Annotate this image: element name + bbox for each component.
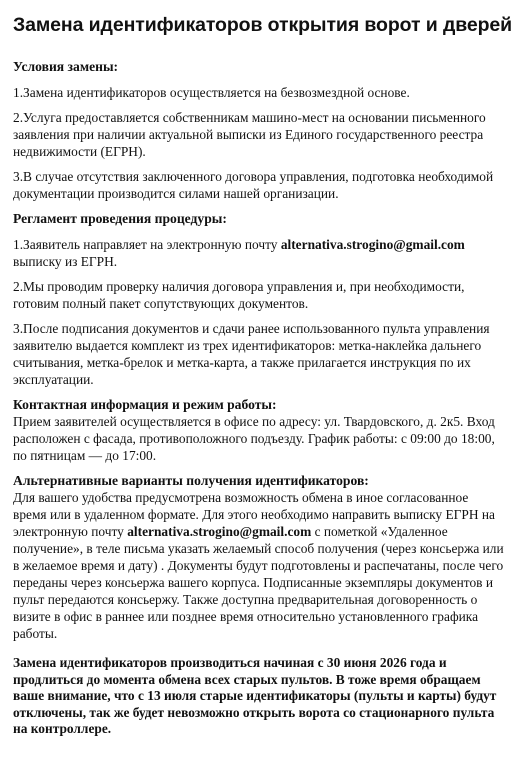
page-title: Замена идентификаторов открытия ворот и дверей — [13, 14, 513, 36]
alternatives-text-end: с пометкой «Удаленное получение», в теле письма указать желаемый способ получения (через консьержа или в желаемое время и дату) . Документы будут подготовлены и распечатаны, после чего переданы через консьержа вашего корпуса. Подписанные экземпляры документов и пульт передаются консьержу. Также доступна предварительная договоренность о визите в офис в раннее или позднее время относительно установленного графика работы. — [13, 524, 504, 641]
email-link[interactable]: alternativa.strogino@gmail.com — [280, 237, 465, 252]
alternatives-section — [13, 472, 504, 642]
conditions-section — [13, 58, 504, 202]
procedure-item-1 — [13, 236, 504, 270]
email-link[interactable]: alternativa.strogino@gmail.com — [127, 524, 312, 539]
final-notice: Замена идентификаторов производиться начиная с 30 июня 2026 года и продлиться до момента обмена всех старых пультов. В тоже время обращаем ваше внимание, что с 13 июля старые идентификаторы (пульты и карты) будут отключены, так же будет невозможно открыть ворота со стационарного пульта на контроллере. — [13, 655, 497, 736]
procedure-section — [13, 210, 504, 388]
procedure-heading: Регламент проведения процедуры: — [13, 211, 227, 226]
procedure-item-1-tail: выписку из ЕГРН. — [13, 254, 118, 269]
procedure-item-3: 3.После подписания документов и сдачи ранее использованного пульта управления заявителю выдается комплект из трех идентификаторов: метка-наклейка дальнего считывания, метка-брелок и метка-карта, а также прилагается инструкция по их эксплуатации. — [13, 321, 490, 387]
alternatives-heading: Альтернативные варианты получения идентификаторов: — [13, 473, 369, 488]
contacts-heading: Контактная информация и режим работы: — [13, 397, 277, 412]
contacts-section — [13, 396, 504, 464]
procedure-item-2: 2.Мы проводим проверку наличия договора управления и, при необходимости, готовим полный пакет сопутствующих документов. — [13, 279, 465, 311]
conditions-item-3: 3.В случае отсутствия заключенного договора управления, подготовка необходимой документации производится силами нашей организации. — [13, 169, 494, 201]
contacts-text: Прием заявителей осуществляется в офисе по адресу: ул. Твардовского, д. 2к5. Вход расположен с фасада, противоположного подъезду. График работы: с 09:00 до 18:00, по пятницам — до 17:00. — [13, 414, 495, 463]
conditions-item-1: 1.Замена идентификаторов осуществляется на безвозмездной основе. — [13, 85, 410, 100]
alternatives-text-start: Для вашего удобства предусмотрена возможность обмена в иное согласованное время или в удаленном формате. Для этого необходимо направить выписку ЕГРН на электронную почту — [13, 490, 495, 539]
procedure-item-1-text: 1.Заявитель направляет на электронную почту — [13, 237, 281, 252]
alternatives-text — [13, 489, 504, 642]
conditions-item-2: 2.Услуга предоставляется собственникам машино-мест на основании письменного заявления при наличии актуальной выписки из Единого государственного реестра недвижимости (ЕГРН). — [13, 110, 486, 159]
conditions-heading: Условия замены: — [13, 59, 119, 74]
